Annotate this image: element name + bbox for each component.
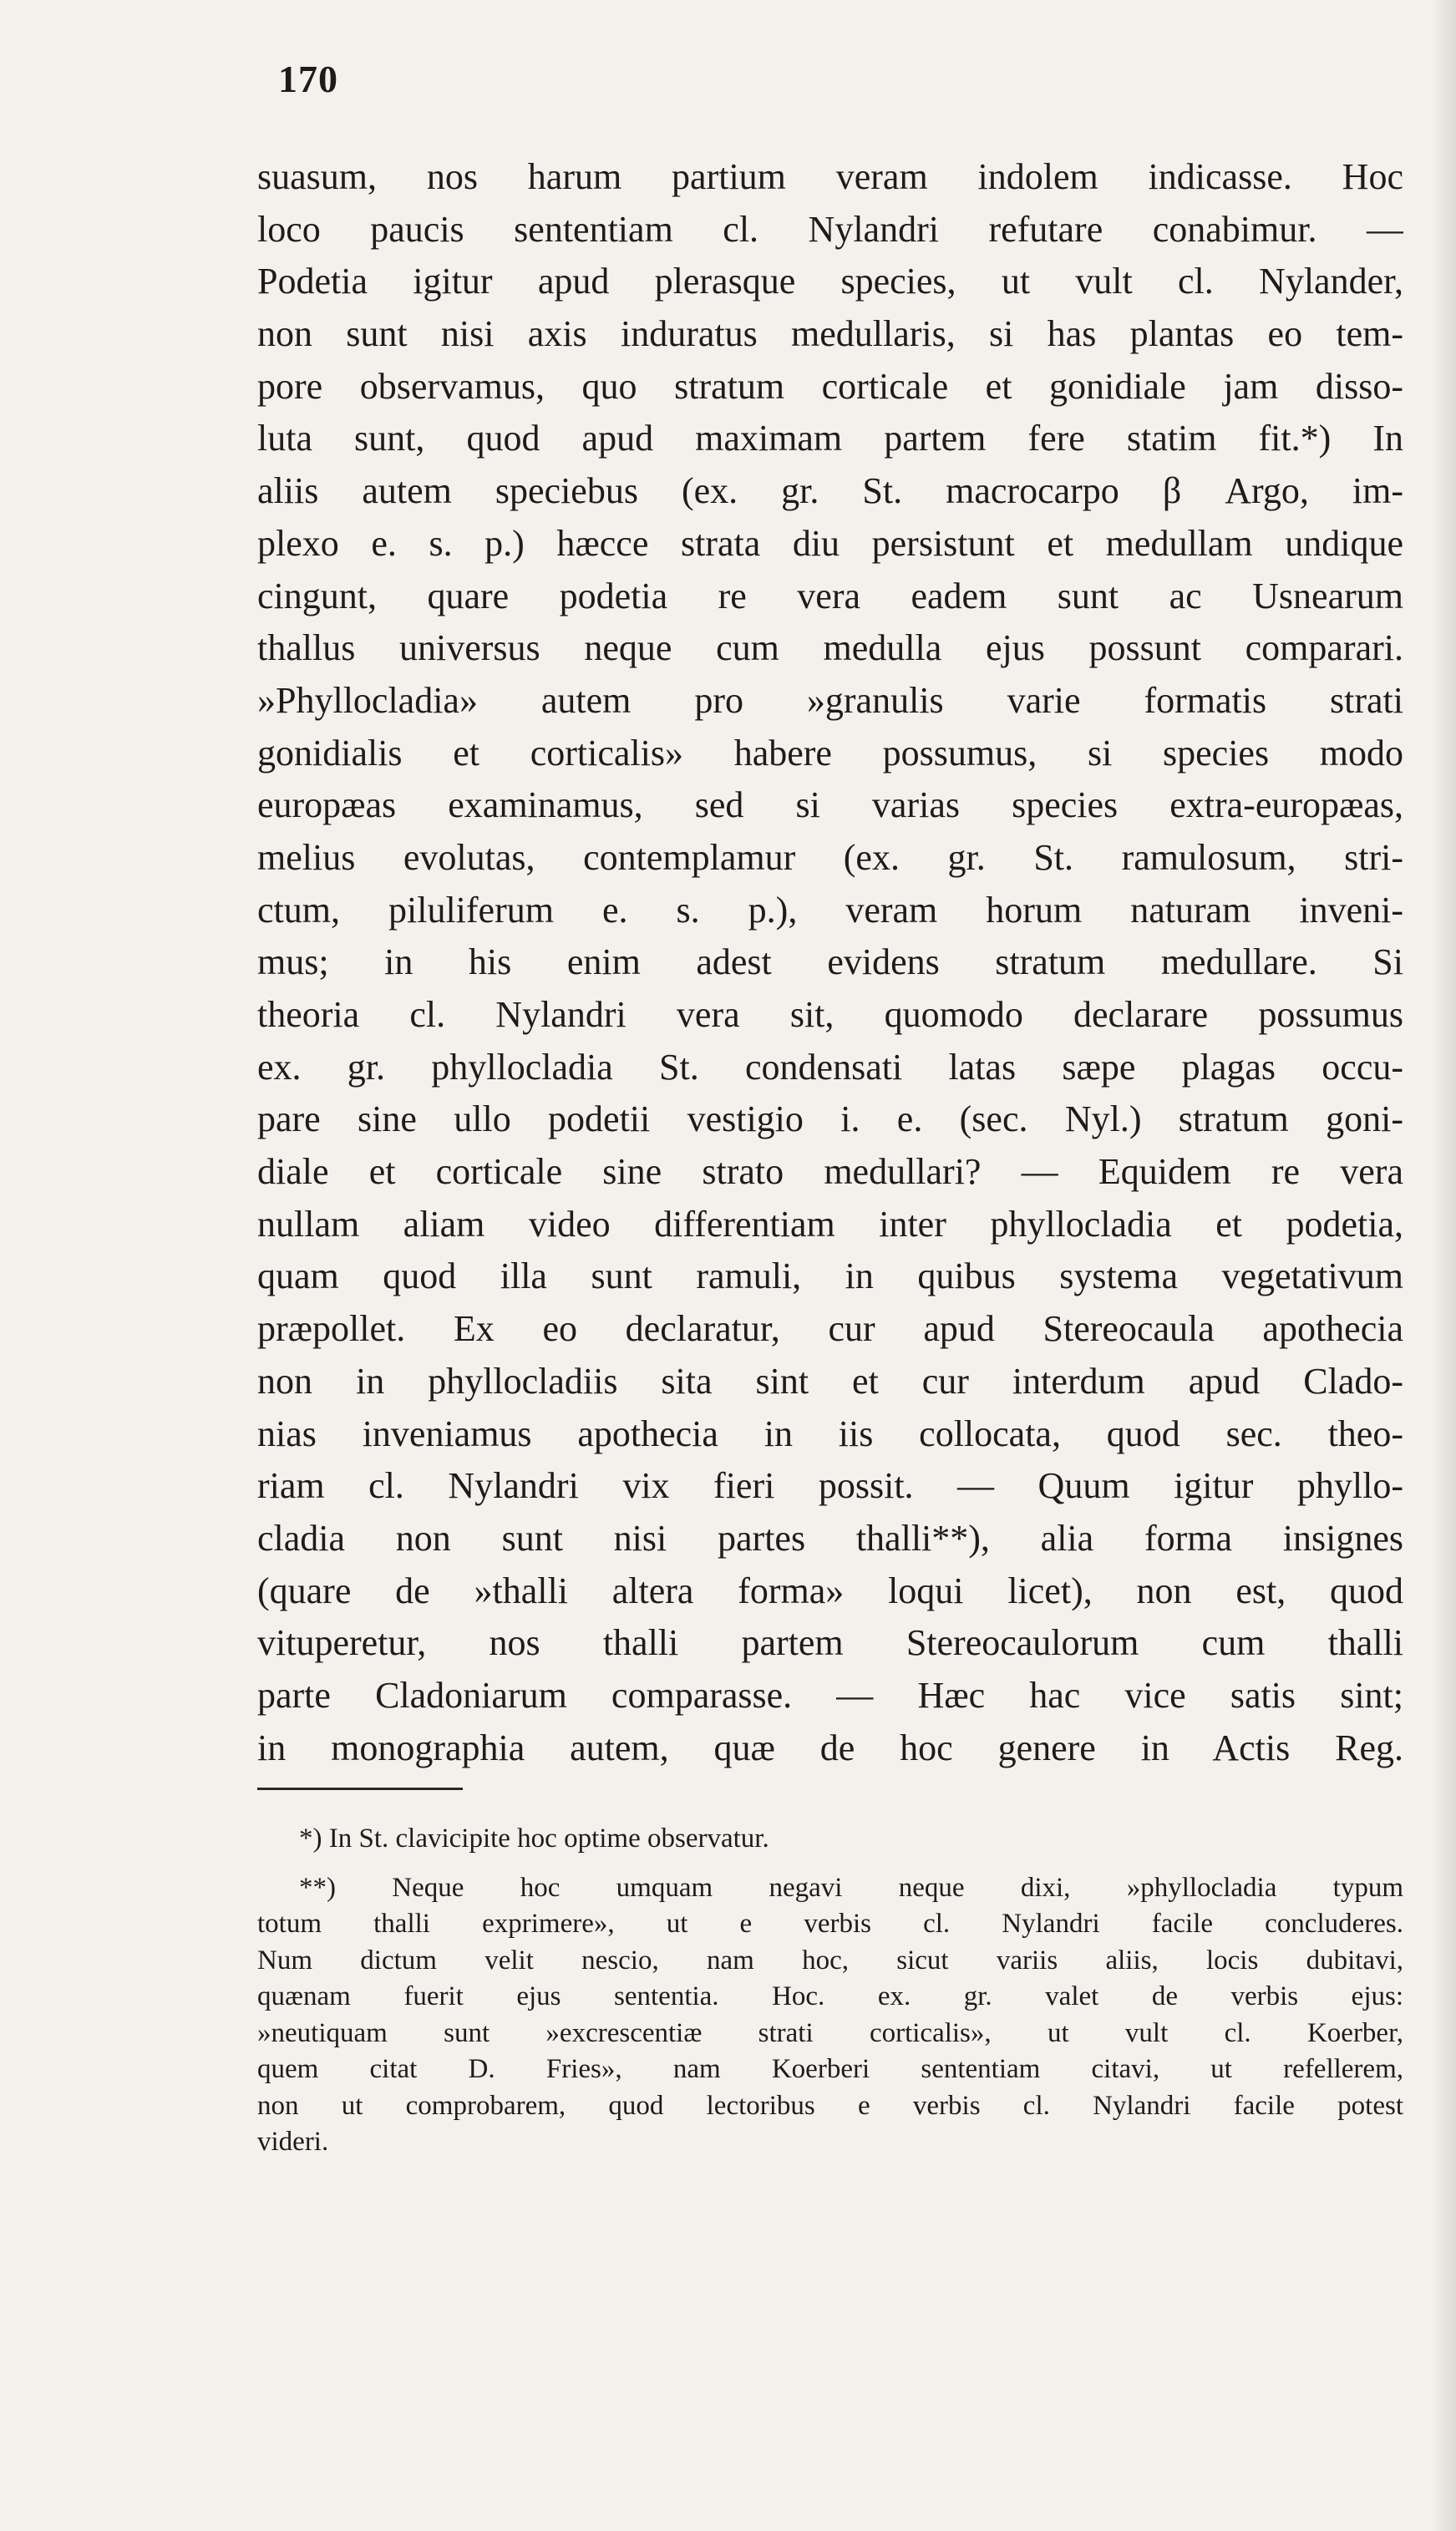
text-line: mus; in his enim adest evidens stratum medullare. Si <box>257 941 1403 983</box>
text-line: pore observamus, quo stratum corticale et gonidiale jam disso- <box>257 365 1403 407</box>
text-line: non sunt nisi axis induratus medullaris, si has plantas eo tem- <box>257 313 1403 355</box>
text-line: ex. gr. phyllocladia St. condensati latas sæpe plagas occu- <box>257 1046 1403 1088</box>
text-line: non in phyllocladiis sita sint et cur interdum apud Clado- <box>257 1360 1403 1402</box>
text-line: præpollet. Ex eo declaratur, cur apud Stereocaula apothecia <box>257 1308 1403 1350</box>
footnote-line: **) Neque hoc umquam negavi neque dixi, »phyllocladia typum <box>299 1872 1403 1903</box>
text-line: Podetia igitur apud plerasque species, ut vult cl. Nylander, <box>257 261 1403 302</box>
footnote-line: totum thalli exprimere», ut e verbis cl. Nylandri facile concluderes. <box>257 1909 1403 1939</box>
footnotes-block <box>257 1821 1403 2161</box>
text-line: vituperetur, nos thalli partem Stereocaulorum cum thalli <box>257 1622 1403 1664</box>
text-line: plexo e. s. p.) hæcce strata diu persistunt et medullam undique <box>257 522 1403 564</box>
text-line: diale et corticale sine strato medullari? — Equidem re vera <box>257 1151 1403 1193</box>
text-line: theoria cl. Nylandri vera sit, quomodo declarare possumus <box>257 994 1403 1035</box>
text-line: pare sine ullo podetii vestigio i. e. (sec. Nyl.) stratum goni- <box>257 1098 1403 1140</box>
footnote-line: *) In St. clavicipite hoc optime observatur. <box>299 1823 769 1854</box>
text-line: aliis autem speciebus (ex. gr. St. macrocarpo β Argo, im- <box>257 470 1403 512</box>
text-line: melius evolutas, contemplamur (ex. gr. St. ramulosum, stri- <box>257 836 1403 878</box>
text-line: parte Cladoniarum comparasse. — Hæc hac vice satis sint; <box>257 1674 1403 1716</box>
text-line: (quare de »thalli altera forma» loqui licet), non est, quod <box>257 1570 1403 1611</box>
text-line: cingunt, quare podetia re vera eadem sunt ac Usnearum <box>257 575 1403 616</box>
text-line: in monographia autem, quæ de hoc genere in Actis Reg. <box>257 1727 1403 1768</box>
footnote-line: quem citat D. Fries», nam Koerberi sententiam citavi, ut refellerem, <box>257 2054 1403 2084</box>
page-edge-shadow <box>1433 0 1456 2531</box>
footnote-divider <box>257 1788 463 1790</box>
main-text-block <box>257 151 1403 1774</box>
page-number: 170 <box>278 58 338 100</box>
text-line: thallus universus neque cum medulla ejus possunt comparari. <box>257 627 1403 669</box>
footnote-line: videri. <box>257 2127 329 2157</box>
text-line: gonidialis et corticalis» habere possumus, si species modo <box>257 732 1403 774</box>
footnote-line: non ut comprobarem, quod lectoribus e verbis cl. Nylandri facile potest <box>257 2090 1403 2121</box>
footnote-line: »neutiquam sunt »excrescentiæ strati corticalis», ut vult cl. Koerber, <box>257 2017 1403 2048</box>
footnote-line: Num dictum velit nescio, nam hoc, sicut variis aliis, locis dubitavi, <box>257 1945 1403 1976</box>
text-line: quam quod illa sunt ramuli, in quibus systema vegetativum <box>257 1255 1403 1297</box>
text-line: riam cl. Nylandri vix fieri possit. — Quum igitur phyllo- <box>257 1465 1403 1507</box>
text-line: suasum, nos harum partium veram indolem indicasse. Hoc <box>257 156 1403 197</box>
text-line: cladia non sunt nisi partes thalli**), alia forma insignes <box>257 1517 1403 1559</box>
text-line: luta sunt, quod apud maximam partem fere statim fit.*) In <box>257 418 1403 459</box>
text-line: europæas examinamus, sed si varias species extra-europæas, <box>257 784 1403 826</box>
footnote-line: quænam fuerit ejus sententia. Hoc. ex. gr. valet de verbis ejus: <box>257 1981 1403 2011</box>
text-line: ctum, piluliferum e. s. p.), veram horum naturam inveni- <box>257 889 1403 931</box>
text-line: »Phyllocladia» autem pro »granulis varie formatis strati <box>257 679 1403 721</box>
text-line: nullam aliam video differentiam inter phyllocladia et podetia, <box>257 1203 1403 1245</box>
text-line: loco paucis sententiam cl. Nylandri refutare conabimur. — <box>257 208 1403 250</box>
text-line: nias inveniamus apothecia in iis collocata, quod sec. theo- <box>257 1413 1403 1454</box>
